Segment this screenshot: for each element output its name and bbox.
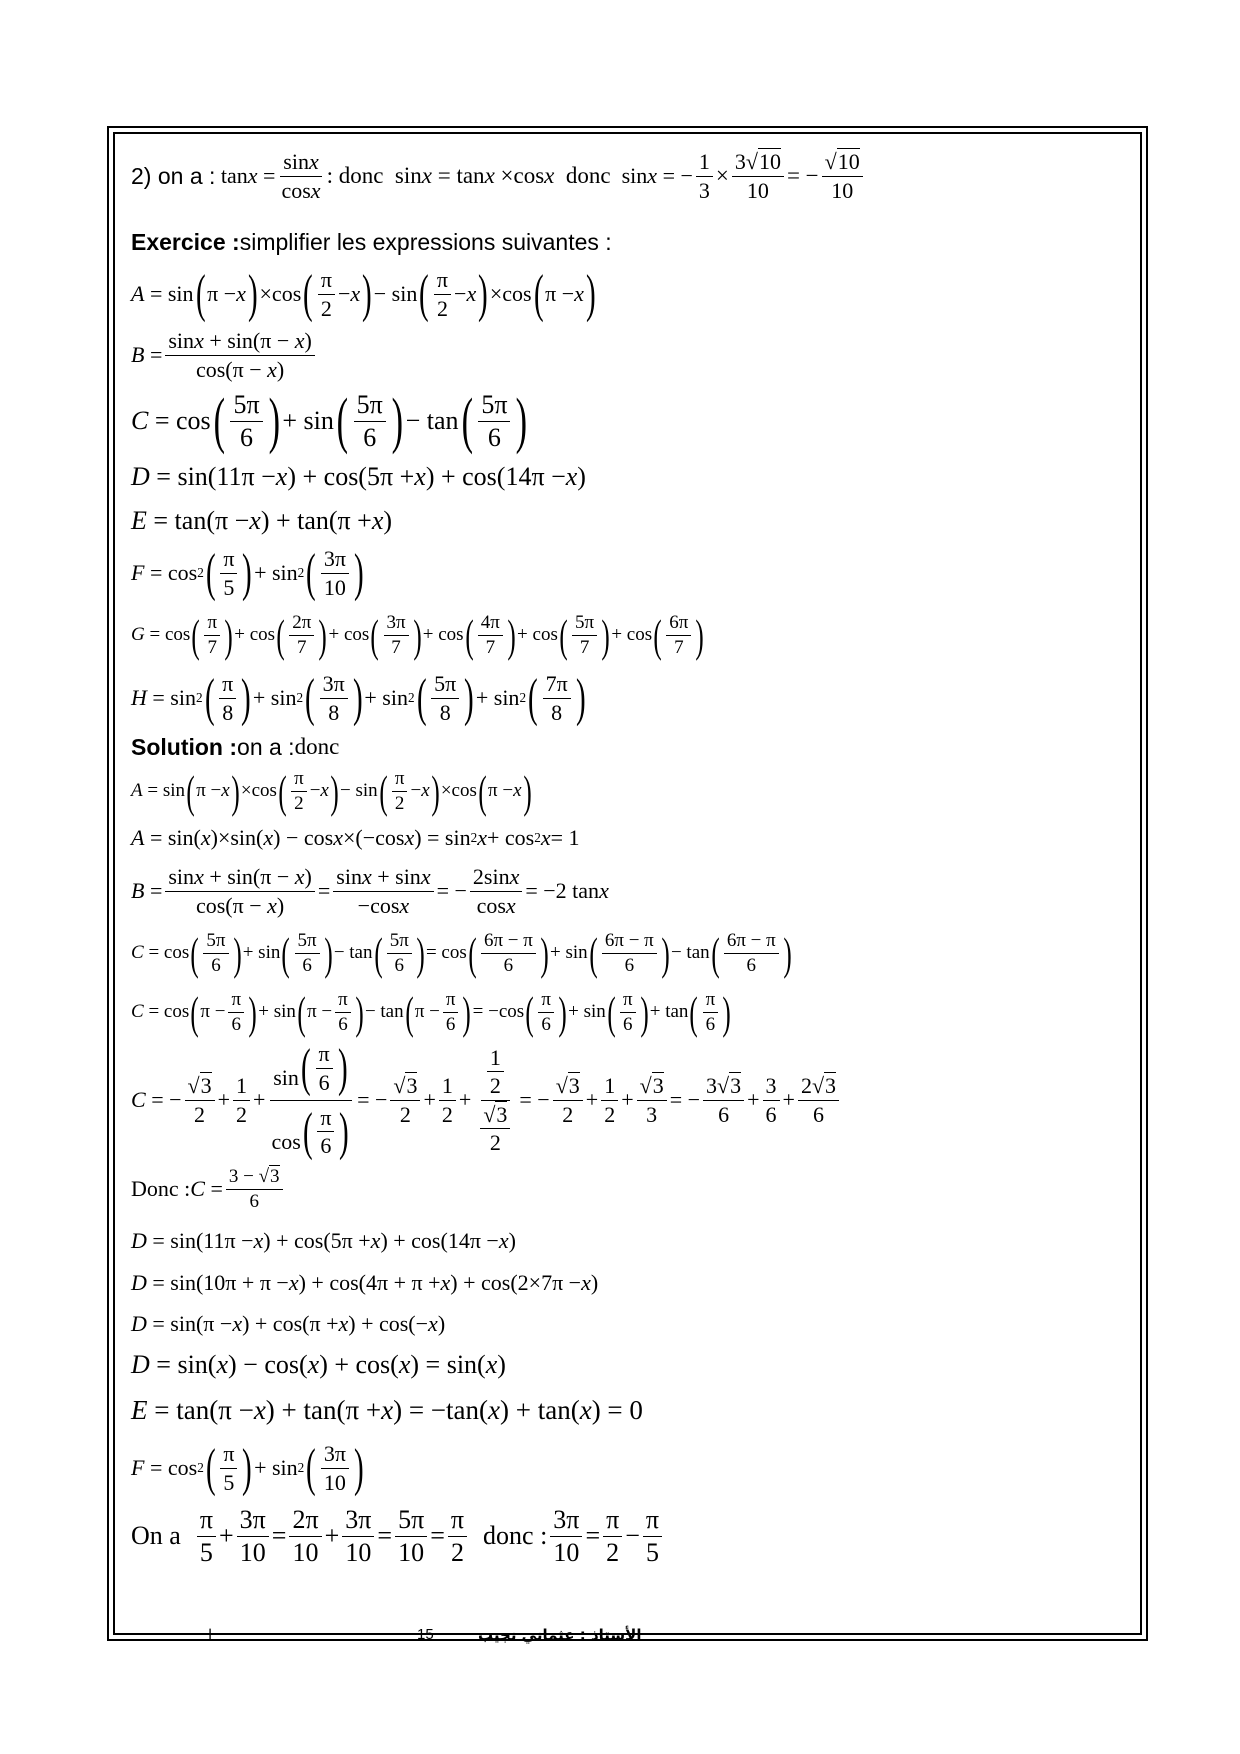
page-number: 15 (417, 1626, 434, 1643)
sol-f: F = cos 2 ( π 5 ) + sin 2 ( 3π 10 ) (131, 1434, 1131, 1502)
solution-text: on a : (237, 733, 295, 760)
footer-mark: ا (208, 1628, 213, 1644)
expr-g: G = cos ( π 7 ) + cos ( 2π 7 ) + cos ( 3π 7 ) + cos ( 4π 7 ) + cos ( 5π 7 ) + cos ( 6π 7 ) (131, 604, 1131, 666)
donc-c-label: Donc : (131, 1176, 191, 1201)
line-prefix: 2) on a : (131, 162, 216, 189)
expr-c: C = cos ( 5π 6 ) + sin ( 5π 6 ) − tan ( 5π 6 ) (131, 388, 1131, 454)
sol-b: B = sinx + sin(π − x) cos(π − x) = sinx + sinx −cosx = − 2sinx cosx = −2 tan x (131, 864, 609, 918)
donc-word: donc (565, 163, 611, 188)
donc-word: : donc (326, 163, 384, 188)
sol-a-2: A = sin( x )×sin( x ) − cos x ×(−cos x ) = sin 2 x + cos 2 x = 1 (131, 825, 580, 850)
sol-d-4: D = sin( x ) − cos( x ) + cos( x ) = sin( x ) (131, 1350, 506, 1379)
sol-d-3: D = sin(π − x ) + cos(π + x ) + cos(− x ) (131, 1311, 446, 1336)
sol-c-result: Donc : C = 3 − √ 3 6 (131, 1158, 1131, 1220)
expr-e: E = tan(π − x ) + tan(π + x ) (131, 506, 393, 535)
sol-d-2: D = sin(10π + π − x ) + cos(4π + π + x ) + cos(2×7π − x ) (131, 1270, 599, 1295)
sol-c-1: C = cos ( 5π 6 ) + sin ( 5π 6 ) − tan ( 5π 6 ) = cos ( 6π − π 6 ) + sin ( 6π − π 6 ) − tan ( 6π − π 6 ) (131, 924, 1131, 982)
sol-d-1: D = sin(11π − x ) + cos(5π + x ) + cos(14π − x ) (131, 1228, 516, 1253)
solution-heading (131, 730, 1131, 764)
exercice-label: Exercice : (131, 228, 240, 255)
sol-c-3: C = − √ 3 2 + 1 2 + sin ( π 6 ) cos ( π 6 ) = − √ 3 2 + 1 2 + $\frac{1}{2}$ √ $\frac{3}{2}$ = − √ 3 2 + 1 2 + √ 3 3 = − 3√ 3 6 + 3 6 + 2√ 3 6 (131, 1042, 1131, 1158)
expr-b: B = sinx + sin(π − x) cos(π − x) (131, 322, 1131, 388)
page-content (131, 140, 1131, 1570)
expr-d: D = sin(11π − x ) + cos(5π + x ) + cos(14π − x ) (131, 462, 586, 491)
author-name: الأستاذ : عثماني نجيب (478, 1626, 642, 1644)
on-a-label: On a (131, 1521, 181, 1550)
line-tan-relation: 2) on a : tanx = $\frac{\sin x}{\cos x}$ : donc sinx = tanx ×cosx donc sinx = − $\frac{1}{3}$ × $\frac{3√ 10}{10}$ = − √ $\frac{10}{10}$ (131, 140, 1131, 212)
exercice-heading (131, 218, 1131, 266)
donc-word: donc : (483, 1521, 548, 1550)
donc-word: donc (294, 734, 340, 759)
sol-a-1: A = sin ( π − x ) ×cos ( π 2 − x ) − sin ( π 2 − x ) ×cos ( π − x ) (131, 764, 1131, 818)
solution-label: Solution : (131, 733, 238, 760)
expr-f: F = cos 2 ( π 5 ) + sin 2 ( 3π 10 ) (131, 542, 1131, 604)
expr-h: H = sin 2 ( π 8 ) + sin 2 ( 3π 8 ) + sin 2 ( 5π 8 ) + sin 2 ( 7π 8 ) (131, 666, 1131, 730)
expr-a: A = sin ( π − x ) ×cos ( π 2 − x ) − sin ( π 2 − x ) ×cos ( π − x ) (131, 266, 1131, 322)
exercice-text: simplifier les expressions suivantes : (239, 228, 612, 255)
sol-c-2: C = cos ( π − π 6 ) + sin ( π − π 6 ) − tan ( π − π 6 ) = −cos ( π 6 ) + sin ( π 6 ) + tan ( π 6 ) (131, 982, 1131, 1042)
sol-e: E = tan(π − x ) + tan(π + x ) = −tan( x ) + tan( x ) = 0 (131, 1394, 643, 1425)
sol-f-2: On a π 5 + 3π 10 = 2π 10 + 3π 10 = 5π 10 = π 2 donc : 3π 10 = π 2 − π 5 (131, 1502, 1131, 1570)
